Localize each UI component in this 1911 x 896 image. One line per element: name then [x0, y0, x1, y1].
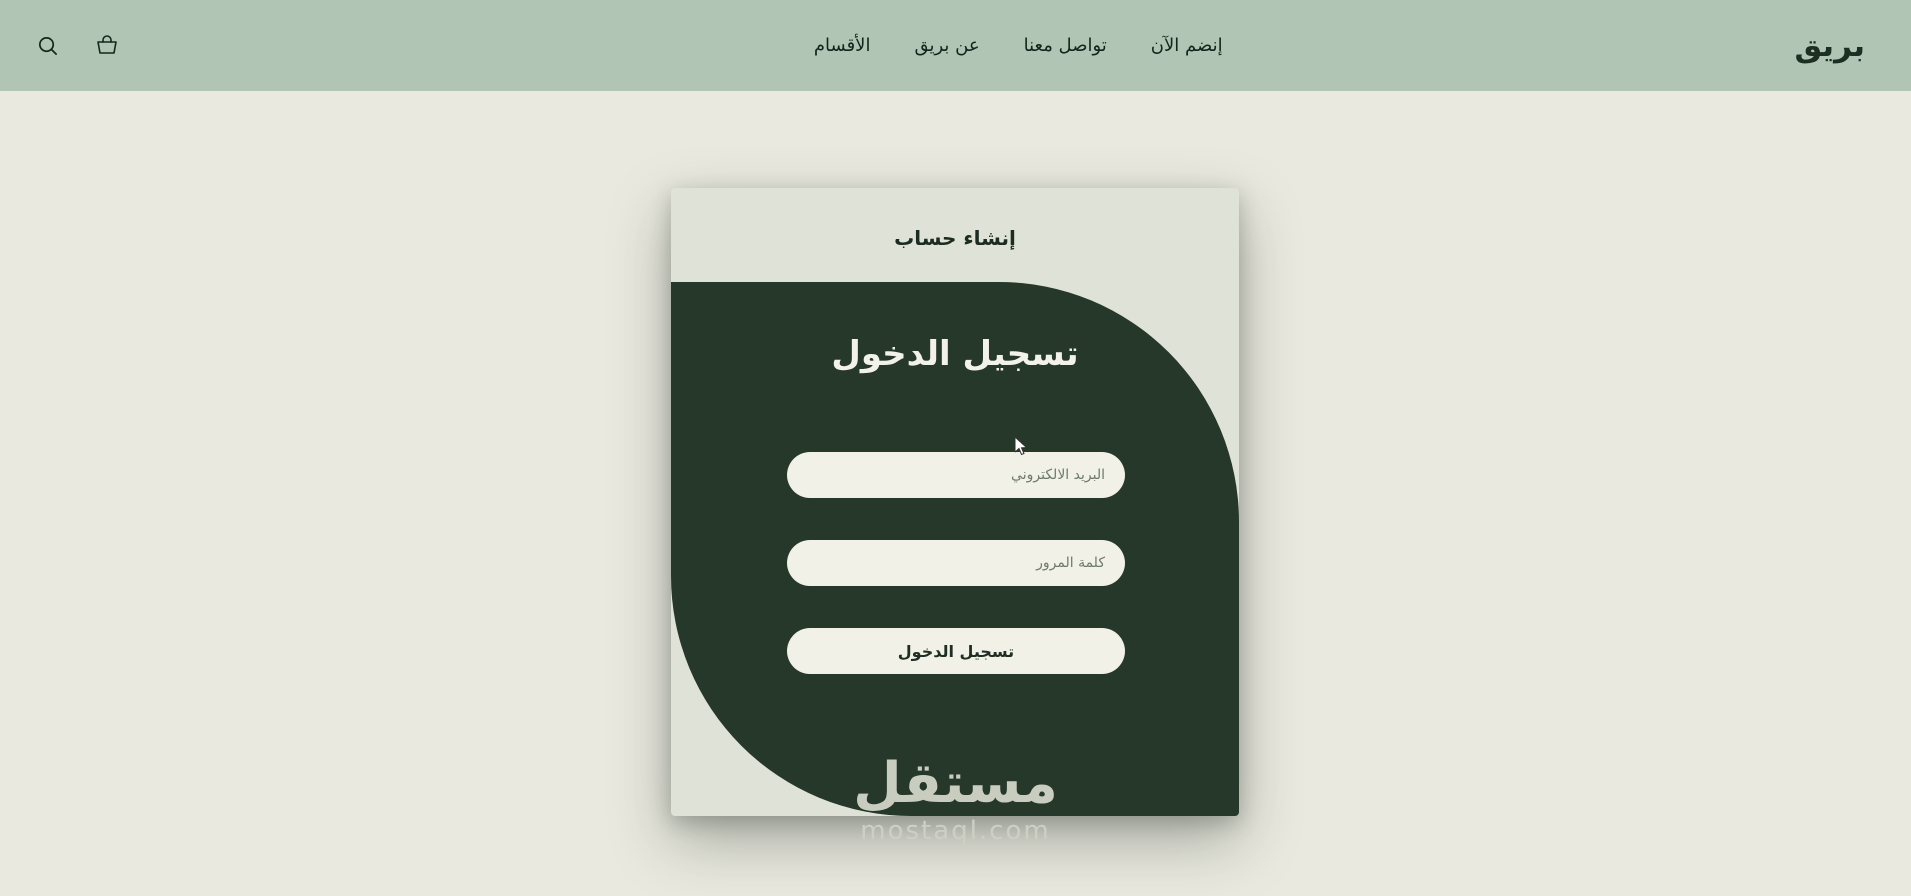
nav-about[interactable]: عن بريق: [914, 35, 980, 56]
watermark-latin: mostaql.com: [860, 815, 1051, 846]
cart-icon[interactable]: [92, 31, 122, 61]
header-icon-group: [32, 31, 122, 61]
login-card-wrapper: [671, 188, 1239, 816]
search-icon[interactable]: [32, 31, 62, 61]
email-field[interactable]: [787, 452, 1125, 498]
login-panel: [671, 282, 1239, 816]
brand-logo[interactable]: بريق: [1794, 27, 1865, 64]
watermark-arabic: مستقل: [853, 751, 1058, 816]
login-card: [671, 188, 1239, 816]
nav-join-now[interactable]: إنضم الآن: [1150, 35, 1223, 56]
site-header: [0, 0, 1911, 91]
nav-contact-us[interactable]: تواصل معنا: [1023, 35, 1107, 56]
page-title: تسجيل الدخول: [831, 334, 1079, 374]
password-field[interactable]: [787, 540, 1125, 586]
login-submit-button[interactable]: تسجيل الدخول: [787, 628, 1125, 674]
main-navigation: [694, 35, 1223, 56]
create-account-title[interactable]: إنشاء حساب: [894, 226, 1016, 250]
nav-categories[interactable]: الأقسام: [813, 35, 871, 56]
